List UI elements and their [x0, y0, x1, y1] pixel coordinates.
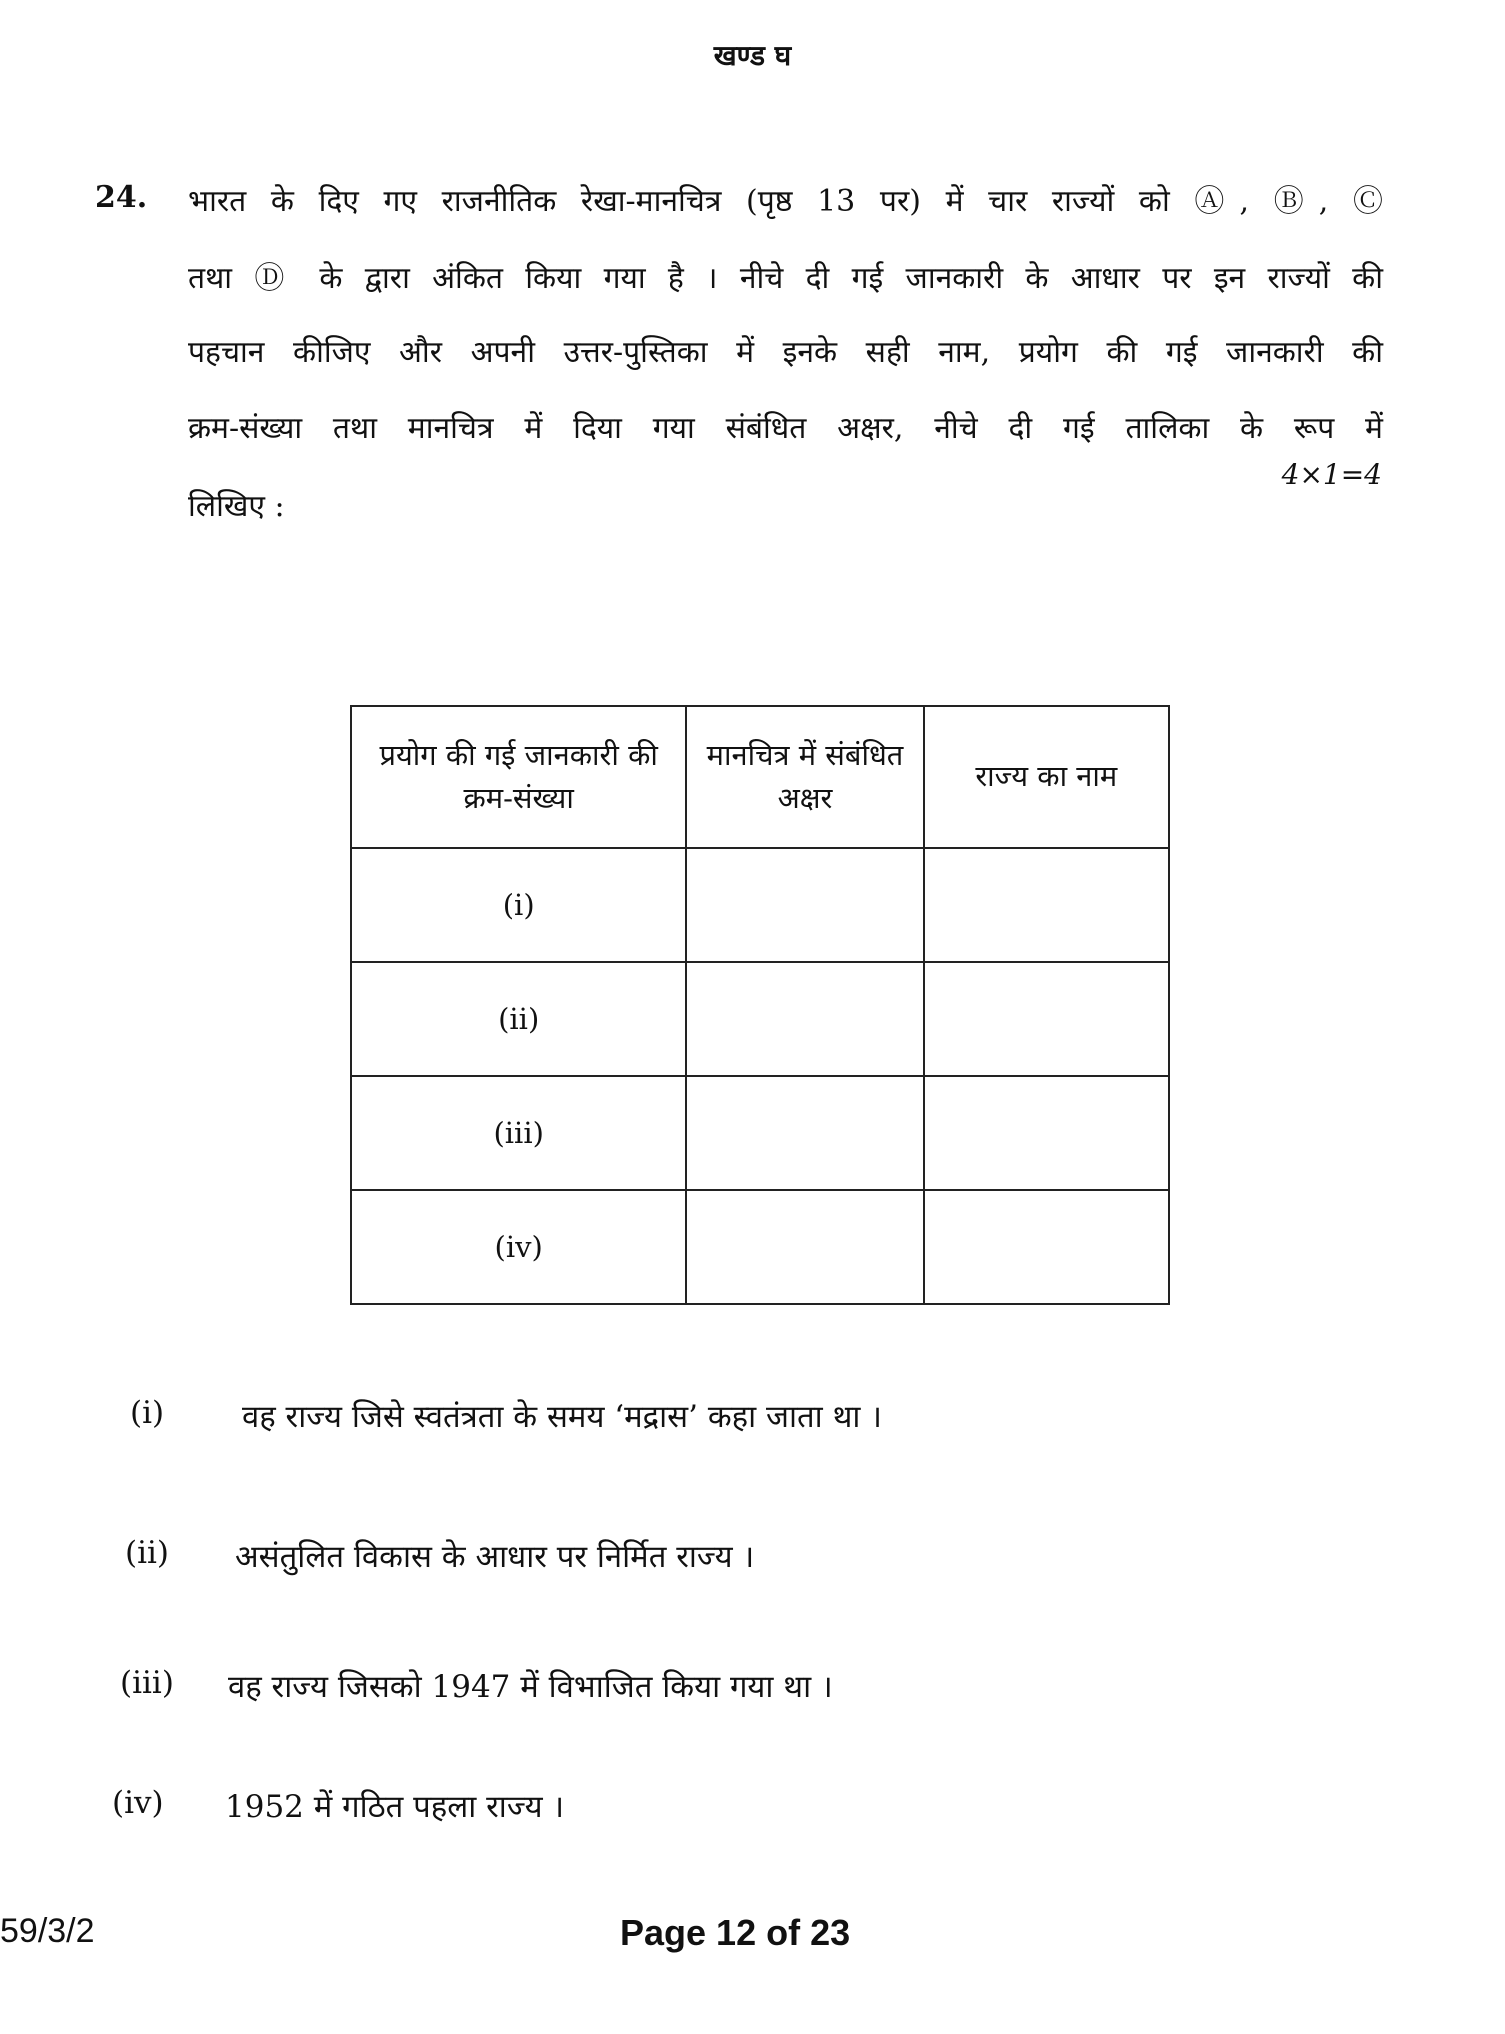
question-line: क्रम-संख्या तथा मानचित्र में दिया गया संबंधित अक्षर, नीचे दी गई तालिका के रूप में	[188, 411, 1383, 446]
table-cell	[686, 962, 923, 1076]
question-line: लिखिए :	[188, 489, 285, 524]
table-row	[351, 848, 1169, 962]
clue-item	[120, 1665, 1320, 1715]
clue-text: असंतुलित विकास के आधार पर निर्मित राज्य ।	[235, 1539, 755, 1575]
column-header-serial: प्रयोग की गई जानकारी की क्रम-संख्या	[351, 706, 686, 848]
clue-number: (iv)	[112, 1785, 164, 1821]
clue-number: (iii)	[120, 1665, 174, 1701]
clue-item	[130, 1395, 1330, 1445]
paper-code: 59/3/2	[0, 1912, 95, 1950]
table-cell: (i)	[351, 848, 686, 962]
table-header-row	[351, 706, 1169, 848]
table-cell	[924, 962, 1169, 1076]
table-row	[351, 962, 1169, 1076]
table-row	[351, 1076, 1169, 1190]
clue-text: वह राज्य जिसको 1947 में विभाजित किया गया था ।	[228, 1669, 833, 1705]
question-line: भारत के दिए गए राजनीतिक रेखा-मानचित्र (पृष्ठ 13 पर) में चार राज्यों को Ⓐ, Ⓑ, Ⓒ	[188, 184, 1383, 219]
clue-number: (i)	[130, 1395, 165, 1431]
column-header-letter: मानचित्र में संबंधित अक्षर	[686, 706, 923, 848]
question-line: पहचान कीजिए और अपनी उत्तर-पुस्तिका में इनके सही नाम, प्रयोग की गई जानकारी की	[188, 335, 1383, 370]
table-cell	[686, 1190, 923, 1304]
answer-table	[350, 705, 1170, 1305]
table-row	[351, 1190, 1169, 1304]
clue-text: वह राज्य जिसे स्वतंत्रता के समय ‘मद्रास’ कहा जाता था ।	[242, 1399, 883, 1435]
table-cell	[686, 1076, 923, 1190]
page-number: Page 12 of 23	[620, 1912, 851, 1953]
table-cell	[924, 1076, 1169, 1190]
question-number: 24.	[95, 180, 148, 215]
table-cell	[686, 848, 923, 962]
clue-item	[112, 1785, 1312, 1835]
marks-allocation: 4×1=4	[1281, 458, 1382, 491]
table-cell	[924, 848, 1169, 962]
column-header-state: राज्य का नाम	[924, 706, 1169, 848]
table-cell: (ii)	[351, 962, 686, 1076]
table-cell: (iii)	[351, 1076, 686, 1190]
clue-number: (ii)	[125, 1535, 170, 1571]
clue-item	[125, 1535, 1325, 1585]
table-cell: (iv)	[351, 1190, 686, 1304]
table-cell	[924, 1190, 1169, 1304]
clue-text: 1952 में गठित पहला राज्य ।	[225, 1789, 565, 1825]
section-heading: खण्ड घ	[713, 39, 792, 72]
question-line: तथा Ⓓ के द्वारा अंकित किया गया है । नीचे दी गई जानकारी के आधार पर इन राज्यों की	[188, 261, 1383, 296]
